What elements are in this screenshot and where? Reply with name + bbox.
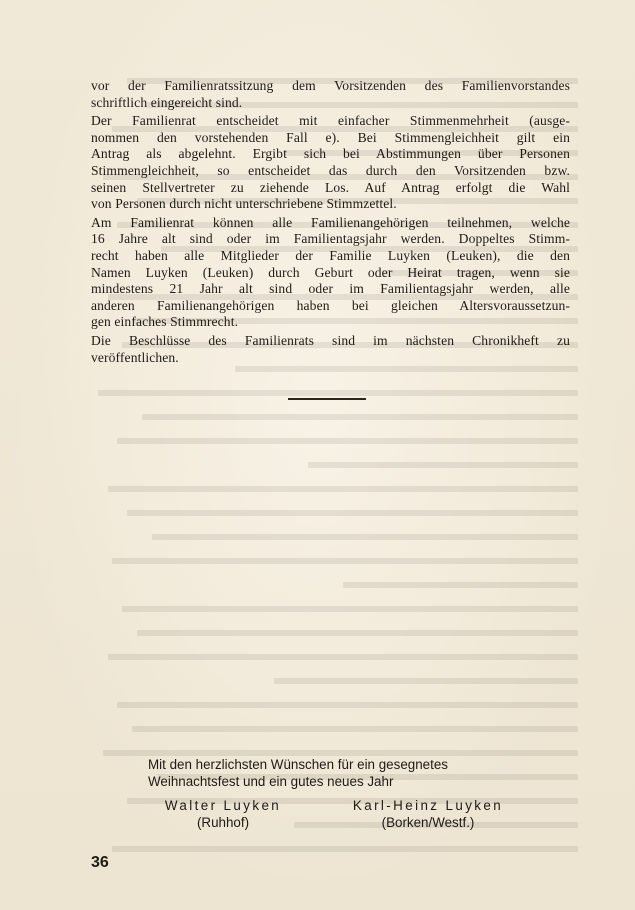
text-line: 16 Jahre alt sind oder im Familientagsjahr werden. Doppeltes Stimm-: [91, 231, 570, 247]
greeting-line: Mit den herzlichsten Wünschen für ein gesegnetes: [148, 757, 448, 772]
text-line: Namen Luyken (Leuken) durch Geburt oder Heirat tragen, wenn sie: [91, 264, 570, 280]
signer-name: Karl-Heinz Luyken: [352, 798, 504, 813]
signer-place: (Ruhhof): [196, 815, 250, 830]
body-text: [91, 78, 570, 368]
greeting-line: Weihnachtsfest und ein gutes neues Jahr: [148, 774, 394, 789]
text-line: schriftlich eingereicht sind.: [91, 94, 243, 110]
text-line: veröffentlichen.: [91, 349, 179, 365]
paragraph: [91, 78, 570, 111]
greeting: [148, 756, 528, 790]
text-line: von Personen durch nicht unterschriebene Stimmzettel.: [91, 196, 397, 212]
text-line: anderen Familienangehörigen haben bei gleichen Altersvoraussetzun-: [91, 297, 570, 313]
paragraph: [91, 333, 570, 366]
paragraph: [91, 215, 570, 331]
text-line: recht haben alle Mitglieder der Familie Luyken (Leuken), die den: [91, 247, 570, 263]
text-line: Am Familienrat können alle Familienangehörigen teilnehmen, welche: [91, 214, 570, 230]
text-line: Stimmengleichheit, so entscheidet das durch den Vorsitzenden bzw.: [91, 162, 570, 178]
text-line: gen einfaches Stimmrecht.: [91, 314, 239, 330]
text-line: seinen Stellvertreter zu ziehende Los. Auf Antrag erfolgt die Wahl: [91, 179, 570, 195]
signer-name: Walter Luyken: [164, 798, 282, 813]
text-line: vor der Familienratssitzung dem Vorsitzenden des Familienvorstandes: [91, 78, 570, 93]
paragraph: [91, 113, 570, 213]
signer-place: (Borken/Westf.): [381, 815, 475, 830]
page-number: 36: [91, 854, 109, 871]
signer-karl-heinz: [328, 797, 528, 831]
text-line: mindestens 21 Jahr alt sind oder im Familientagsjahr werden, alle: [91, 281, 570, 297]
text-line: nommen den vorstehenden Fall e). Bei Stimmengleichheit gilt ein: [91, 129, 570, 145]
section-divider: [288, 398, 366, 400]
signer-walter: [148, 797, 298, 831]
text-line: Die Beschlüsse des Familienrats sind im nächsten Chronikheft zu: [91, 332, 570, 348]
text-line: Der Familienrat entscheidet mit einfacher Stimmenmehrheit (ausge-: [91, 113, 570, 129]
text-line: Antrag als abgelehnt. Ergibt sich bei Abstimmungen über Personen: [91, 146, 570, 162]
